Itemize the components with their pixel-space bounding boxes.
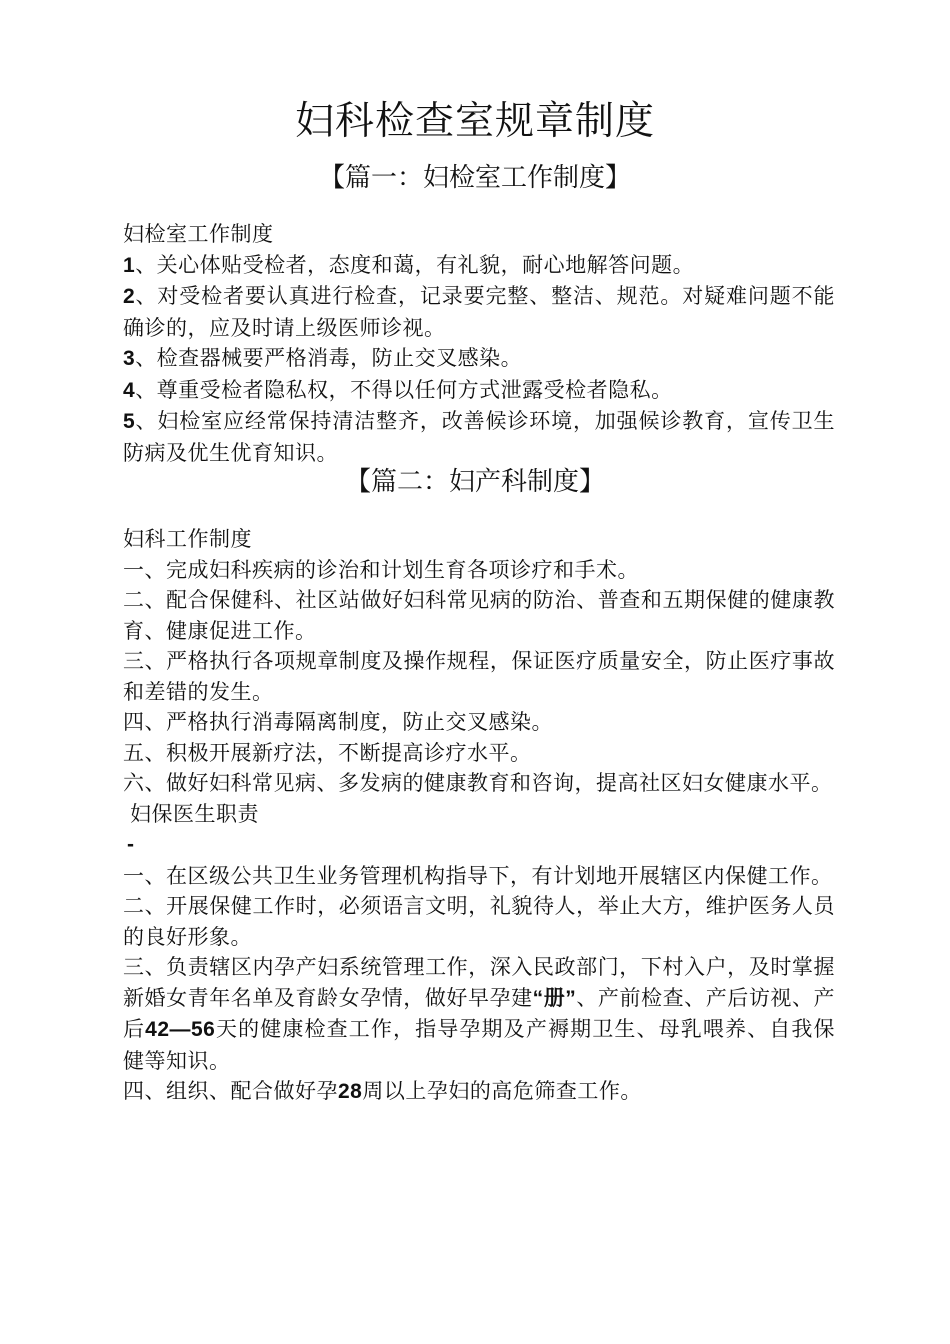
list-item: 一、完成妇科疾病的诊治和计划生育各项诊疗和手术。 bbox=[123, 557, 639, 582]
document-title: 妇科检查室规章制度 bbox=[294, 99, 655, 144]
item-number: 3 bbox=[123, 347, 136, 370]
list-item: 三、严格执行各项规章制度及操作规程，保证医疗质量安全，防止医疗事故和差错的发生。 bbox=[123, 649, 835, 704]
duties-subtitle: 妇保医生职责 bbox=[130, 801, 259, 826]
dash-line bbox=[117, 829, 835, 861]
section-2-subtitle: 妇科工作制度 bbox=[123, 527, 252, 551]
list-item: 二、开展保健工作时，必须语言文明，礼貌待人，举止大方，维护医务人员的良好形象。 bbox=[123, 894, 835, 949]
list-item: 四、严格执行消毒隔离制度，防止交叉感染。 bbox=[123, 710, 553, 734]
item-number: 5 bbox=[123, 410, 136, 433]
list-item bbox=[117, 406, 835, 468]
duty-3-quote: “册” bbox=[532, 986, 577, 1010]
item-text: 、关心体贴受检者，态度和蔼，有礼貌，耐心地解答问题。 bbox=[135, 252, 695, 277]
list-item bbox=[117, 375, 835, 407]
duty-4-text-a: 四、组织、配合做好孕 bbox=[123, 1079, 338, 1103]
item-number: 4 bbox=[123, 378, 136, 402]
list-item: 一、在区级公共卫生业务管理机构指导下，有计划地开展辖区内保健工作。 bbox=[123, 863, 833, 888]
duty-4-text-b: 周以上孕妇的高危筛查工作。 bbox=[362, 1079, 642, 1103]
item-number: 1 bbox=[123, 253, 136, 277]
list-item: 五、积极开展新疗法，不断提高诊疗水平。 bbox=[123, 740, 532, 765]
list-item: 六、做好妇科常见病、多发病的健康教育和咨询，提高社区妇女健康水平。 bbox=[123, 771, 833, 795]
duty-3-text-c: 天的健康检查工作，指导孕期及产褥期卫生、母乳喂养、自我保健等知识。 bbox=[123, 1017, 836, 1073]
item-text: 、妇检室应经常保持清洁整齐，改善候诊环境，加强候诊教育，宣传卫生防病及优生优育知识。 bbox=[123, 409, 835, 465]
item-text: 、检查器械要严格消毒，防止交叉感染。 bbox=[135, 346, 523, 370]
section-1-subtitle: 妇检室工作制度 bbox=[123, 222, 274, 246]
section-1-body bbox=[117, 219, 835, 468]
item-text: 、尊重受检者隐私权，不得以任何方式泄露受检者隐私。 bbox=[135, 377, 673, 402]
section-heading-2: 【篇二：妇产科制度】 bbox=[344, 467, 605, 497]
section-2-body bbox=[117, 524, 835, 1108]
list-item bbox=[117, 250, 835, 282]
item-number: 2 bbox=[123, 285, 136, 308]
section-heading-1: 【篇一：妇检室工作制度】 bbox=[318, 163, 631, 193]
list-item bbox=[117, 1076, 835, 1108]
list-item bbox=[117, 952, 835, 1076]
list-item bbox=[117, 343, 835, 375]
list-item bbox=[117, 281, 835, 343]
duty-3-text-a: 三、负责辖区内孕产妇系统管理工作，深入民政部门，下村入户，及时掌握新婚女青年名单及育龄女孕情，做好早孕建 bbox=[123, 955, 835, 1010]
duty-3-text-b: 、产前检查、产后访视、产后 bbox=[123, 985, 836, 1041]
dash-mark: - bbox=[127, 833, 135, 856]
duty-3-number: 42—56 bbox=[145, 1018, 216, 1041]
list-item: 二、配合保健科、社区站做好妇科常见病的防治、普查和五期保健的健康教育、健康促进工作。 bbox=[123, 588, 835, 643]
duty-4-number: 28 bbox=[338, 1080, 363, 1103]
item-text: 、对受检者要认真进行检查，记录要完整、整洁、规范。对疑难问题不能确诊的，应及时请上级医师诊视。 bbox=[123, 284, 835, 340]
